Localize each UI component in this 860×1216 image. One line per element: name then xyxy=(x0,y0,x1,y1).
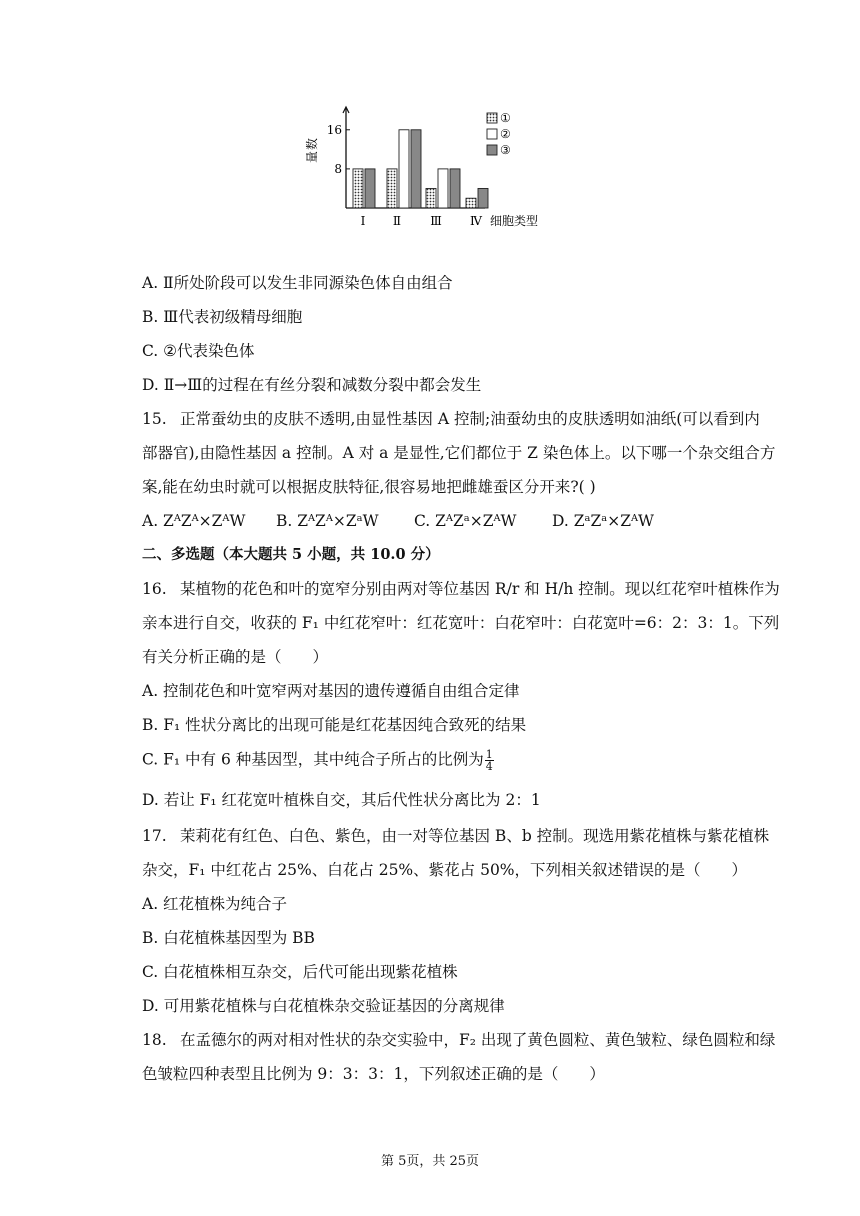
bar xyxy=(426,188,436,208)
cell-type-bar-chart xyxy=(300,104,570,234)
chart-svg xyxy=(300,104,570,234)
q14-option-d: D. Ⅱ→Ⅲ的过程在有丝分裂和减数分裂中都会发生 xyxy=(142,376,482,394)
q16-option-c xyxy=(142,749,782,772)
q17-stem-line-2: 杂交，F₁ 中红花占 25%、白花占 25%、紫花占 50%，下列相关叙述错误的是（ ） xyxy=(142,861,748,879)
q16-option-c-text: C. F₁ 中有 6 种基因型，其中纯合子所占的比例为 xyxy=(142,750,484,769)
q16-stem-line-2: 亲本进行自交，收获的 F₁ 中红花窄叶：红花宽叶：白花窄叶：白花宽叶=6：2：3：1。下列 xyxy=(142,614,780,632)
q15-stem-line-2: 部器官),由隐性基因 a 控制。A 对 a 是显性,它们都位于 Z 染色体上。以下哪一个杂交组合方 xyxy=(142,444,776,462)
q14-option-a: A. Ⅱ所处阶段可以发生非同源染色体自由组合 xyxy=(142,274,453,292)
q15-option-c: C. ZᴬZᵃ×ZᴬW xyxy=(414,512,517,530)
page-footer: 第 5页，共 25页 xyxy=(380,1154,480,1169)
q17-option-c: C. 白花植株相互杂交，后代可能出现紫花植株 xyxy=(142,963,458,981)
q16-number: 16. xyxy=(142,580,167,598)
y-tick-label: 16 xyxy=(326,122,342,137)
q17-number: 17. xyxy=(142,827,167,845)
q15-text: 正常蚕幼虫的皮肤不透明,由显性基因 A 控制;油蚕幼虫的皮肤透明如油纸(可以看到内 xyxy=(180,410,760,428)
q16-stem-line-3: 有关分析正确的是（ ） xyxy=(142,648,329,666)
bar xyxy=(450,169,460,208)
fraction-numerator: 1 xyxy=(485,748,493,761)
q17-option-b: B. 白花植株基因型为 BB xyxy=(142,929,315,947)
q15-stem-line-1 xyxy=(142,409,782,429)
q14-option-b: B. Ⅲ代表初级精母细胞 xyxy=(142,308,303,326)
q14-option-c: C. ②代表染色体 xyxy=(142,342,255,360)
x-tick-label: Ⅱ xyxy=(392,214,402,228)
legend-swatch xyxy=(487,129,497,139)
q16-stem-line-1 xyxy=(142,579,782,599)
bar xyxy=(478,188,488,208)
q18-stem-line-1 xyxy=(142,1030,782,1050)
q15-option-a: A. ZᴬZᴬ×ZᴬW xyxy=(142,512,246,530)
y-tick-label: 8 xyxy=(334,161,342,176)
q17-option-d: D. 可用紫花植株与白花植株杂交验证基因的分离规律 xyxy=(142,997,505,1015)
q18-stem-line-2: 色皱粒四种表型且比例为 9：3：3：1，下列叙述正确的是（ ） xyxy=(142,1065,605,1083)
q16-option-d: D. 若让 F₁ 红花宽叶植株自交，其后代性状分离比为 2：1 xyxy=(142,791,541,809)
section-title: 二、多选题（本大题共 5 小题，共 10.0 分） xyxy=(142,546,440,563)
x-tick-label: Ⅳ xyxy=(470,214,482,228)
q16-option-b: B. F₁ 性状分离比的出现可能是红花基因纯合致死的结果 xyxy=(142,716,527,734)
q18-number: 18. xyxy=(142,1031,167,1049)
bar xyxy=(365,169,375,208)
bar xyxy=(399,130,409,208)
q16-text: 某植物的花色和叶的宽窄分别由两对等位基因 R/r 和 H/h 控制。现以红花窄叶植株作为 xyxy=(180,580,780,598)
q15-number: 15. xyxy=(142,410,167,428)
legend-label: ③ xyxy=(500,143,511,157)
y-axis-label: 量 xyxy=(305,150,319,164)
x-tick-label: Ⅲ xyxy=(430,214,442,228)
y-axis-label: 数 xyxy=(305,137,319,151)
q18-text: 在孟德尔的两对相对性状的杂交实验中，F₂ 出现了黄色圆粒、黄色皱粒、绿色圆粒和绿 xyxy=(180,1031,776,1049)
legend-label: ② xyxy=(500,127,511,141)
bar xyxy=(353,169,363,208)
q15-stem-line-3: 案,能在幼虫时就可以根据皮肤特征,很容易地把雌雄蚕区分开来?( ) xyxy=(142,478,596,496)
bar xyxy=(438,169,448,208)
fraction-denominator: 4 xyxy=(485,760,493,773)
bar xyxy=(466,198,476,208)
x-axis-label: 细胞类型 xyxy=(490,214,539,228)
q15-option-b: B. ZᴬZᴬ×ZᵃW xyxy=(276,512,379,530)
q17-text: 茉莉花有红色、白色、紫色，由一对等位基因 B、b 控制。现选用紫花植株与紫花植株 xyxy=(180,827,770,845)
bar xyxy=(411,130,421,208)
legend-label: ① xyxy=(500,111,511,125)
q16-option-a: A. 控制花色和叶宽窄两对基因的遗传遵循自由组合定律 xyxy=(142,682,520,700)
x-tick-label: Ⅰ xyxy=(360,214,366,228)
q17-option-a: A. 红花植株为纯合子 xyxy=(142,895,288,913)
bar xyxy=(387,169,397,208)
legend-swatch xyxy=(487,145,497,155)
q17-stem-line-1 xyxy=(142,826,782,846)
legend-swatch xyxy=(487,113,497,123)
fraction xyxy=(485,749,494,772)
q15-option-d: D. ZᵃZᵃ×ZᴬW xyxy=(552,512,654,530)
